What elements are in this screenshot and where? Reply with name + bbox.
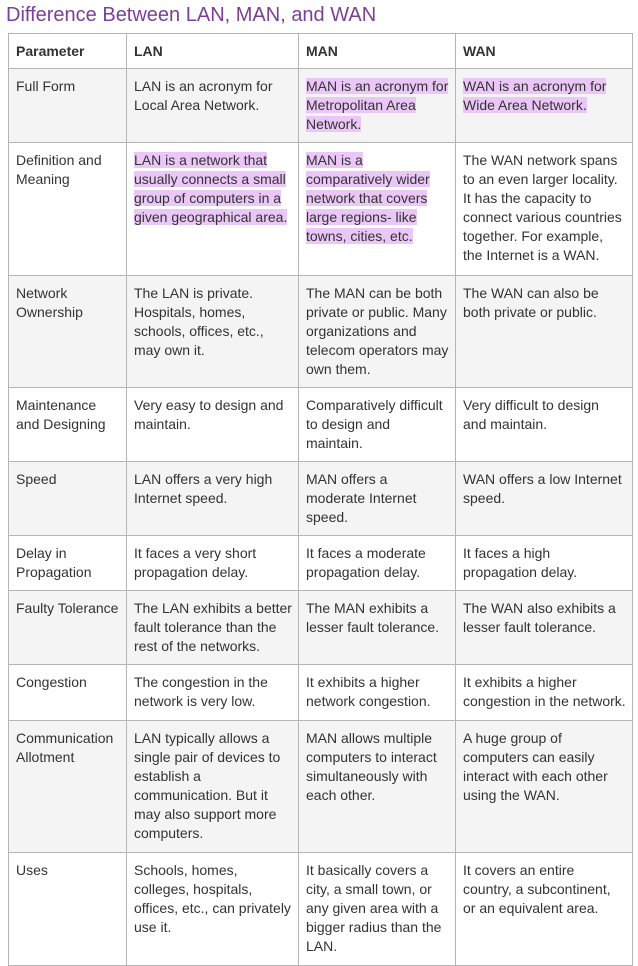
man-cell: It basically covers a city, a small town, or any given area with a bigger radius than the LAN. (299, 853, 456, 966)
highlighted-text: MAN is a comparatively wider network that covers large regions- like towns, cities, etc. (306, 152, 430, 244)
table-row (9, 665, 633, 721)
parameter-cell: Maintenance and Designing (9, 388, 127, 462)
wan-cell: The WAN can also be both private or public. (456, 276, 633, 388)
table-row (9, 388, 633, 462)
man-cell (299, 69, 456, 143)
man-cell (299, 143, 456, 276)
parameter-cell: Faulty Tolerance (9, 591, 127, 665)
man-cell: It faces a moderate propagation delay. (299, 536, 456, 591)
lan-cell: The congestion in the network is very low. (127, 665, 299, 721)
highlighted-text: LAN is a network that usually connects a small group of computers in a given geographical area. (134, 152, 288, 225)
table-row (9, 591, 633, 665)
table-row (9, 143, 633, 276)
comparison-table (8, 33, 633, 966)
wan-cell: It covers an entire country, a subcontinent, or an equivalent area. (456, 853, 633, 966)
wan-cell: It faces a high propagation delay. (456, 536, 633, 591)
wan-cell: WAN offers a low Internet speed. (456, 462, 633, 536)
parameter-cell: Speed (9, 462, 127, 536)
parameter-cell: Delay in Propagation (9, 536, 127, 591)
table-header (9, 34, 633, 69)
table-row (9, 69, 633, 143)
wan-cell (456, 69, 633, 143)
highlighted-text: WAN is an acronym for Wide Area Network. (463, 78, 607, 113)
man-cell: The MAN can be both private or public. Many organizations and telecom operators may own them. (299, 276, 456, 388)
man-cell: It exhibits a higher network congestion. (299, 665, 456, 721)
header-wan: WAN (456, 34, 633, 69)
lan-cell: Very easy to design and maintain. (127, 388, 299, 462)
header-man: MAN (299, 34, 456, 69)
lan-cell (127, 143, 299, 276)
man-cell: MAN allows multiple computers to interact simultaneously with each other. (299, 721, 456, 853)
highlighted-text: MAN is an acronym for Metropolitan Area Network. (306, 78, 449, 132)
wan-cell: A huge group of computers can easily interact with each other using the WAN. (456, 721, 633, 853)
header-row (9, 34, 633, 69)
table-row (9, 276, 633, 388)
man-cell: MAN offers a moderate Internet speed. (299, 462, 456, 536)
lan-cell: LAN offers a very high Internet speed. (127, 462, 299, 536)
table-row (9, 853, 633, 966)
table-row (9, 721, 633, 853)
header-lan: LAN (127, 34, 299, 69)
wan-cell: Very difficult to design and maintain. (456, 388, 633, 462)
lan-cell: LAN is an acronym for Local Area Network. (127, 69, 299, 143)
parameter-cell: Uses (9, 853, 127, 966)
table-row (9, 462, 633, 536)
header-parameter: Parameter (9, 34, 127, 69)
parameter-cell: Congestion (9, 665, 127, 721)
parameter-cell: Definition and Meaning (9, 143, 127, 276)
lan-cell: It faces a very short propagation delay. (127, 536, 299, 591)
lan-cell: LAN typically allows a single pair of devices to establish a communication. But it may also support more computers. (127, 721, 299, 853)
man-cell: Comparatively difficult to design and maintain. (299, 388, 456, 462)
lan-cell: The LAN exhibits a better fault tolerance than the rest of the networks. (127, 591, 299, 665)
wan-cell: The WAN network spans to an even larger locality. It has the capacity to connect various countries together. For example, the Internet is a WAN. (456, 143, 633, 276)
parameter-cell: Network Ownership (9, 276, 127, 388)
table-row (9, 536, 633, 591)
wan-cell: It exhibits a higher congestion in the network. (456, 665, 633, 721)
man-cell: The MAN exhibits a lesser fault tolerance. (299, 591, 456, 665)
parameter-cell: Full Form (9, 69, 127, 143)
wan-cell: The WAN also exhibits a lesser fault tolerance. (456, 591, 633, 665)
table-body (9, 69, 633, 966)
parameter-cell: Communication Allotment (9, 721, 127, 853)
page-title: Difference Between LAN, MAN, and WAN (6, 4, 377, 26)
lan-cell: The LAN is private. Hospitals, homes, schools, offices, etc., may own it. (127, 276, 299, 388)
lan-cell: Schools, homes, colleges, hospitals, offices, etc., can privately use it. (127, 853, 299, 966)
